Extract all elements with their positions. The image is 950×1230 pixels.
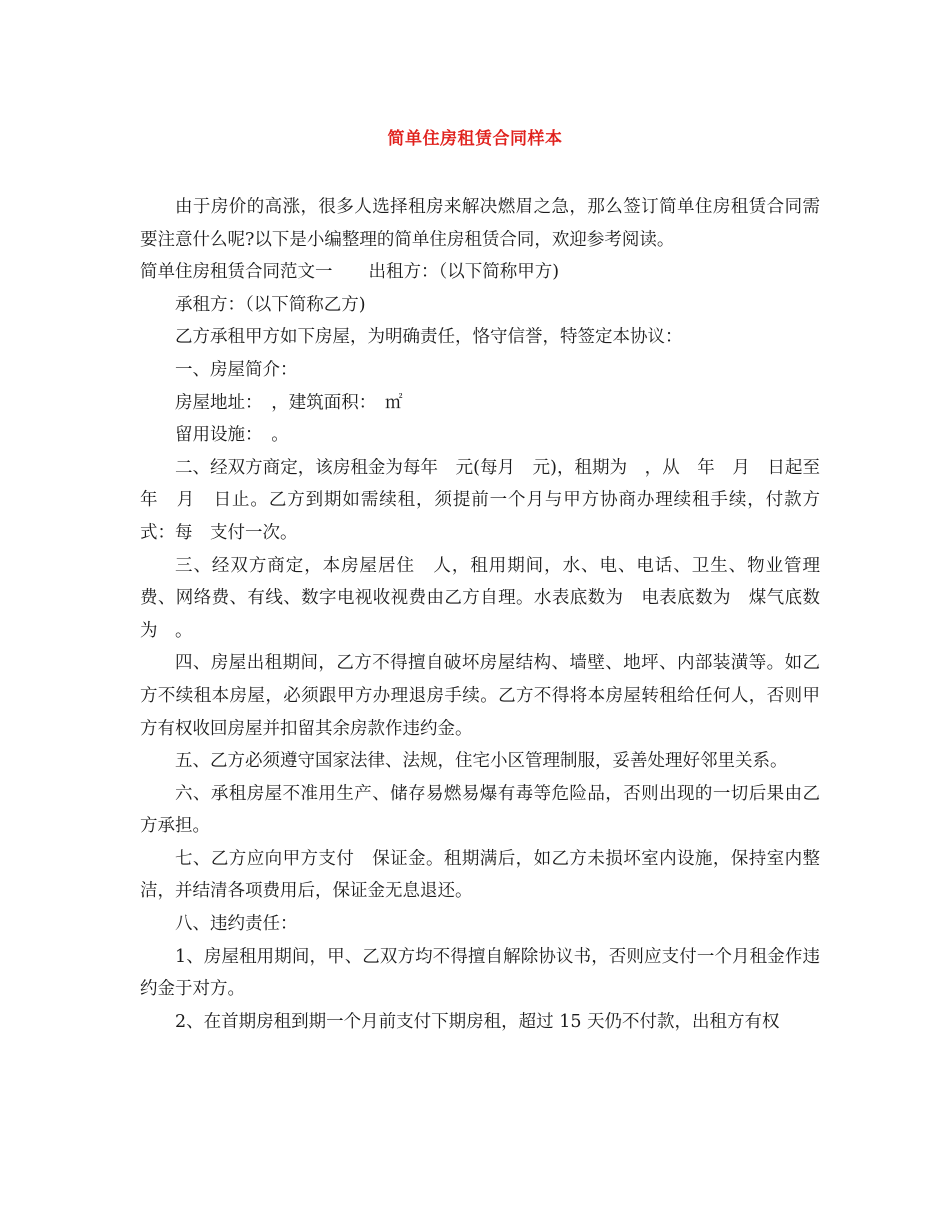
clause-8-1: 1、房屋租用期间，甲、乙双方均不得擅自解除协议书，否则应支付一个月租金作违约金于对方。 <box>140 946 820 1000</box>
paragraph-intro: 由于房价的高涨，很多人选择租房来解决燃眉之急，那么签订简单住房租赁合同需要注意什么呢?以下是小编整理的简单住房租赁合同，欢迎参考阅读。 <box>140 197 820 250</box>
section-6: 六、承租房屋不准用生产、储存易燃易爆有毒等危险品，否则出现的一切后果由乙方承担。 <box>140 783 820 837</box>
section-7: 七、乙方应向甲方支付 保证金。租期满后，如乙方未损坏室内设施，保持室内整洁，并结清各项费用后，保证金无息退还。 <box>140 848 820 902</box>
clause-8-2: 2、在首期房租到期一个月前支付下期房租，超过 15 天仍不付款，出租方有权 <box>175 1011 780 1032</box>
section-heading-1: 一、房屋简介： <box>175 359 298 380</box>
paragraph-sample-heading <box>140 256 820 289</box>
paragraph-facilities: 留用设施： 。 <box>175 425 289 446</box>
section-heading-8: 八、违约责任： <box>175 914 298 935</box>
section-3: 三、经双方商定，本房屋居住 人，租用期间，水、电、电话、卫生、物业管理费、网络费、有线、数字电视收视费由乙方自理。水表底数为 电表底数为 煤气底数为 。 <box>140 555 820 641</box>
document-body <box>140 191 838 1038</box>
sample-heading-label: 简单住房租赁合同范文一 <box>140 262 333 283</box>
paragraph-address: 房屋地址： ，建筑面积： ㎡ <box>175 392 403 413</box>
paragraph-lessee: 承租方：（以下简称乙方) <box>175 294 366 315</box>
section-4: 四、房屋出租期间，乙方不得擅自破坏房屋结构、墙壁、地坪、内部装潢等。如乙方不续租本房屋，必须跟甲方办理退房手续。乙方不得将本房屋转租给任何人，否则甲方有权收回房屋并扣留其余房款作违约金。 <box>140 653 820 739</box>
lessor-line: 出租方：（以下简称甲方) <box>368 262 560 283</box>
document-title: 简单住房租赁合同样本 <box>387 129 563 149</box>
section-5: 五、乙方必须遵守国家法律、法规，住宅小区管理制服，妥善处理好邻里关系。 <box>175 751 788 772</box>
section-2: 二、经双方商定，该房租金为每年 元(每月 元)，租期为 ，从 年 月 日起至 年 月 日止。乙方到期如需续租，须提前一个月与甲方协商办理续租手续，付款方式：每 支付一次。 <box>140 457 838 543</box>
paragraph-preamble: 乙方承租甲方如下房屋，为明确责任，恪守信誉，特签定本协议： <box>175 327 683 348</box>
